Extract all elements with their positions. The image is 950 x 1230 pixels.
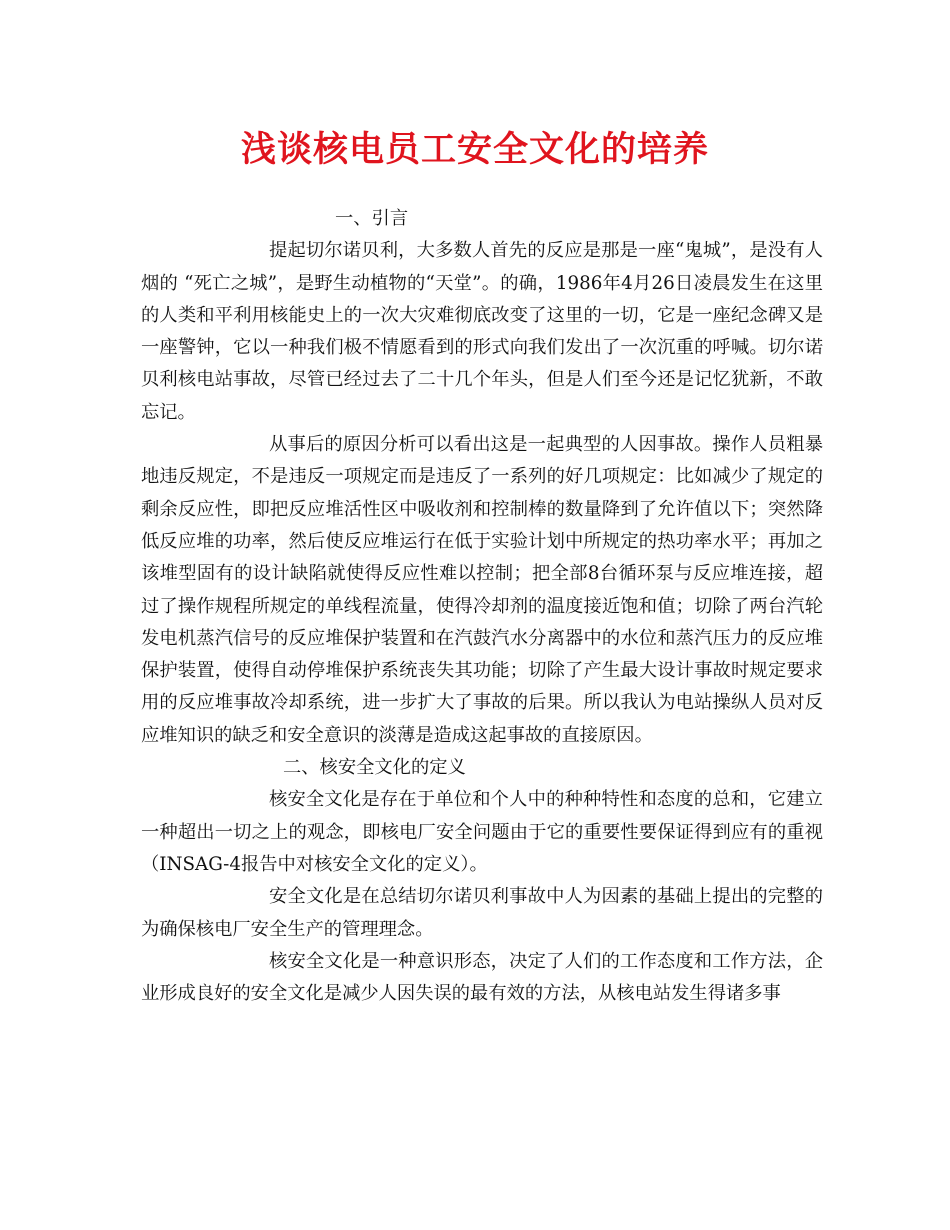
section-heading-introduction: 一、引言 (335, 208, 409, 229)
paragraph: 安全文化是在总结切尔诺贝利事故中人为因素的基础上提出的完整的为确保核电厂安全生产的管理理念。 (141, 886, 823, 940)
paragraph: 核安全文化是存在于单位和个人中的种种特性和态度的总和，它建立一种超出一切之上的观念，即核电厂安全问题由于它的重要性要保证得到应有的重视（INSAG-4报告中对核安全文化的定义）。 (141, 789, 823, 875)
document-title: 浅谈核电员工安全文化的培养 (240, 130, 709, 170)
document-body (141, 203, 823, 1010)
paragraph: 提起切尔诺贝利，大多数人首先的反应是那是一座“鬼城”，是没有人烟的 “死亡之城”，是野生动植物的“天堂”。的确，1986年4月26日凌晨发生在这里的人类和平利用核能史上的一次大灾难彻底改变了这里的一切，它是一座纪念碑又是一座警钟，它以一种我们极不情愿看到的形式向我们发出了一次沉重的呼喊。切尔诺贝利核电站事故，尽管已经过去了二十几个年头，但是人们至今还是记忆犹新，不敢忘记。 (141, 240, 823, 423)
section-heading-definition: 二、核安全文化的定义 (283, 757, 466, 779)
paragraph: 从事后的原因分析可以看出这是一起典型的人因事故。操作人员粗暴地违反规定，不是违反一项规定而是违反了一系列的好几项规定：比如减少了规定的剩余反应性，即把反应堆活性区中吸收剂和控制棒的数量降到了允许值以下；突然降低反应堆的功率，然后使反应堆运行在低于实验计划中所规定的热功率水平；再加之该堆型固有的设计缺陷就使得反应性难以控制；把全部8台循环泵与反应堆连接，超过了操作规程所规定的单线程流量，使得冷却剂的温度接近饱和值；切除了两台汽轮发电机蒸汽信号的反应堆保护装置和在汽鼓汽水分离器中的水位和蒸汽压力的反应堆保护装置，使得自动停堆保护系统丧失其功能；切除了产生最大设计事故时规定要求用的反应堆事故冷却系统，进一步扩大了事故的后果。所以我认为电站操纵人员对反应堆知识的缺乏和安全意识的淡薄是造成这起事故的直接原因。 (141, 434, 823, 746)
paragraph: 核安全文化是一种意识形态，决定了人们的工作态度和工作方法，企业形成良好的安全文化是减少人因失误的最有效的方法，从核电站发生得诸多事 (141, 950, 823, 1005)
